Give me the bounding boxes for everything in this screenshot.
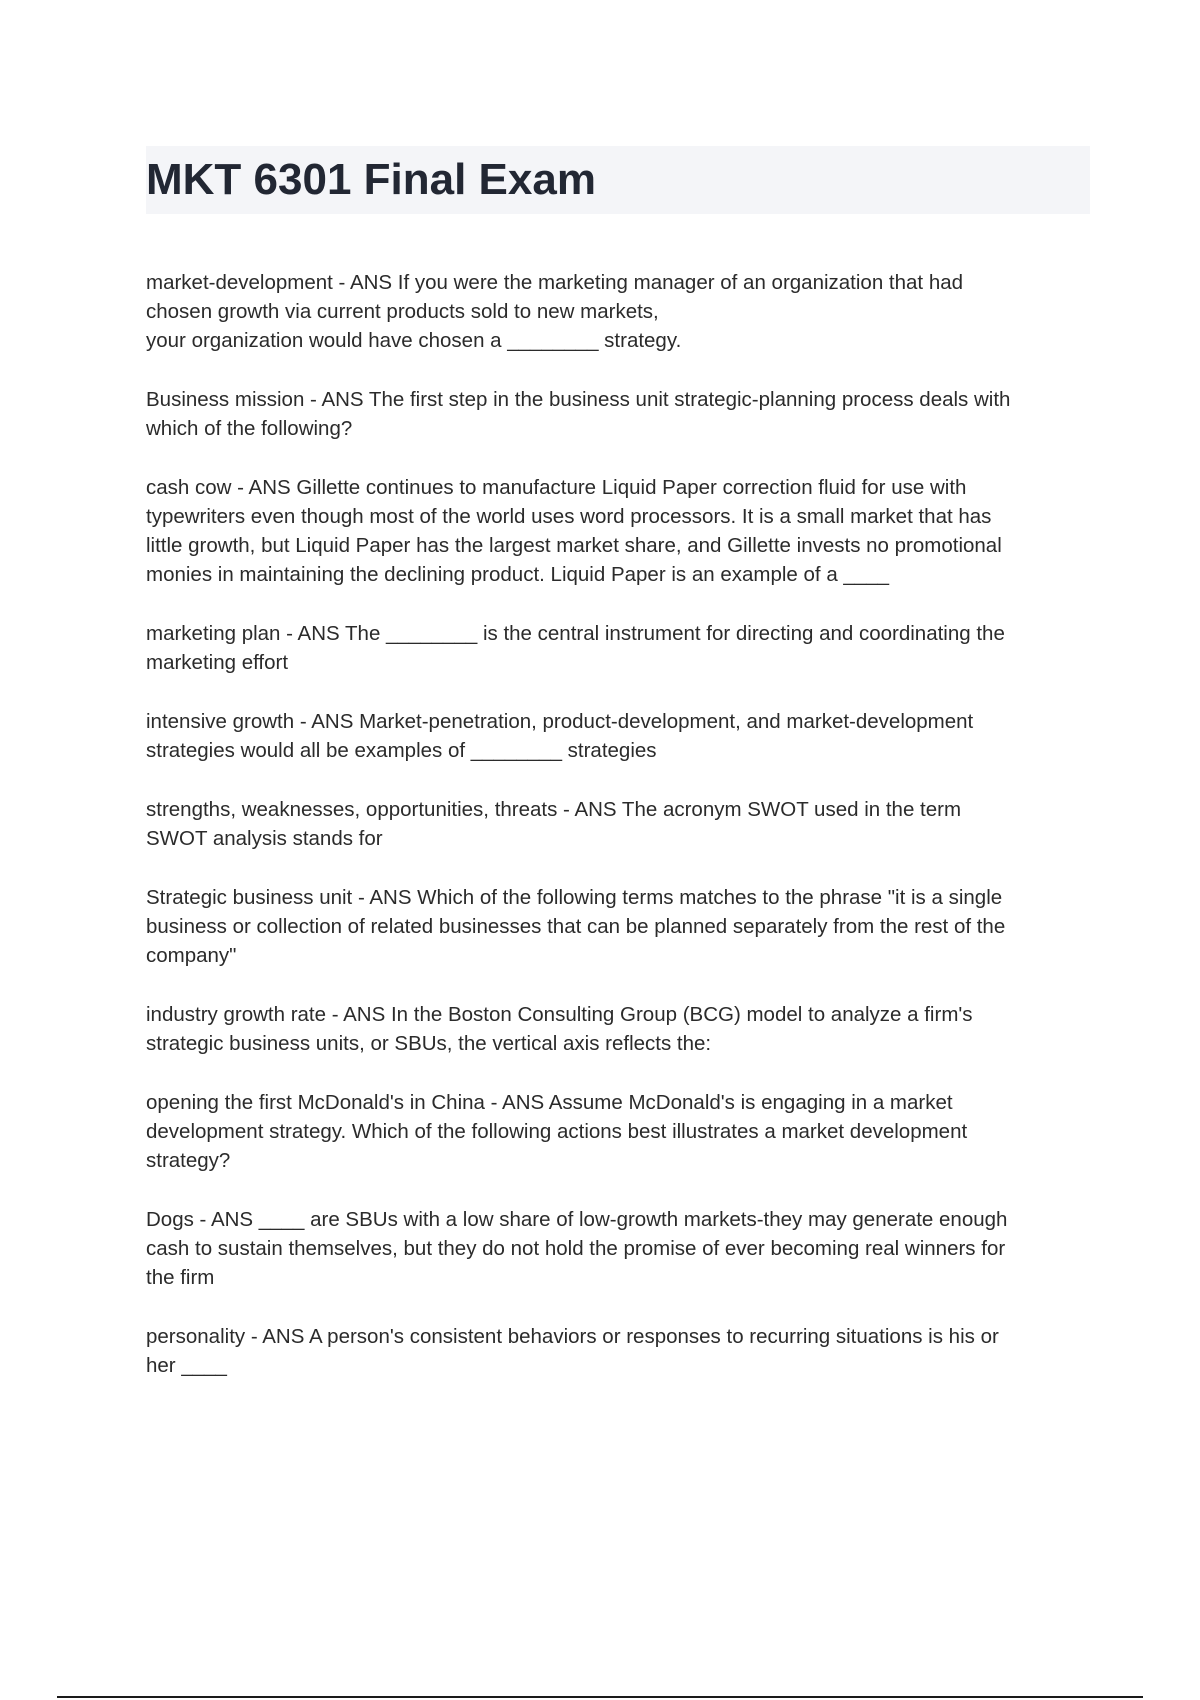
- question-text: market-development - ANS If you were the marketing manager of an organization that had chosen growth via current products sold to new markets, your organization would have chosen a ________ strategy.: [146, 271, 964, 352]
- question-entry: [146, 268, 1090, 355]
- question-entry: [146, 473, 1090, 589]
- title-banner: [146, 146, 1090, 214]
- question-entry: [146, 385, 1090, 443]
- question-entry: [146, 1205, 1090, 1292]
- question-text: intensive growth - ANS Market-penetration, product-development, and market-development strategies would all be examples of ________ strategies: [146, 710, 974, 762]
- question-text: personality - ANS A person's consistent behaviors or responses to recurring situations is his or her ____: [146, 1325, 999, 1377]
- question-text: Dogs - ANS ____ are SBUs with a low share of low-growth markets-they may generate enough cash to sustain themselves, but they do not hold the promise of ever becoming real winners for the firm: [146, 1208, 1008, 1289]
- question-entry: [146, 883, 1090, 970]
- question-list: [146, 268, 1090, 1410]
- question-text: Business mission - ANS The first step in the business unit strategic-planning process deals with which of the following?: [146, 388, 1011, 440]
- question-text: Strategic business unit - ANS Which of the following terms matches to the phrase "it is a single business or collection of related businesses that can be planned separately from the rest of the company": [146, 886, 1006, 967]
- question-entry: [146, 1088, 1090, 1175]
- question-text: industry growth rate - ANS In the Boston Consulting Group (BCG) model to analyze a firm's strategic business units, or SBUs, the vertical axis reflects the:: [146, 1003, 973, 1055]
- question-entry: [146, 707, 1090, 765]
- question-text: cash cow - ANS Gillette continues to manufacture Liquid Paper correction fluid for use with typewriters even though most of the world uses word processors. It is a small market that has little growth, but Liquid Paper has the largest market share, and Gillette invests no promotional monies in maintaining the declining product. Liquid Paper is an example of a ____: [146, 476, 1002, 586]
- question-text: strengths, weaknesses, opportunities, threats - ANS The acronym SWOT used in the term SWOT analysis stands for: [146, 798, 962, 850]
- question-text: marketing plan - ANS The ________ is the central instrument for directing and coordinating the marketing effort: [146, 622, 1005, 674]
- question-entry: [146, 795, 1090, 853]
- question-text: opening the first McDonald's in China - ANS Assume McDonald's is engaging in a market development strategy. Which of the following actions best illustrates a market development strategy?: [146, 1091, 968, 1172]
- footer-divider: [57, 1696, 1143, 1698]
- question-entry: [146, 619, 1090, 677]
- document-title: MKT 6301 Final Exam: [146, 155, 596, 204]
- question-entry: [146, 1000, 1090, 1058]
- question-entry: [146, 1322, 1090, 1380]
